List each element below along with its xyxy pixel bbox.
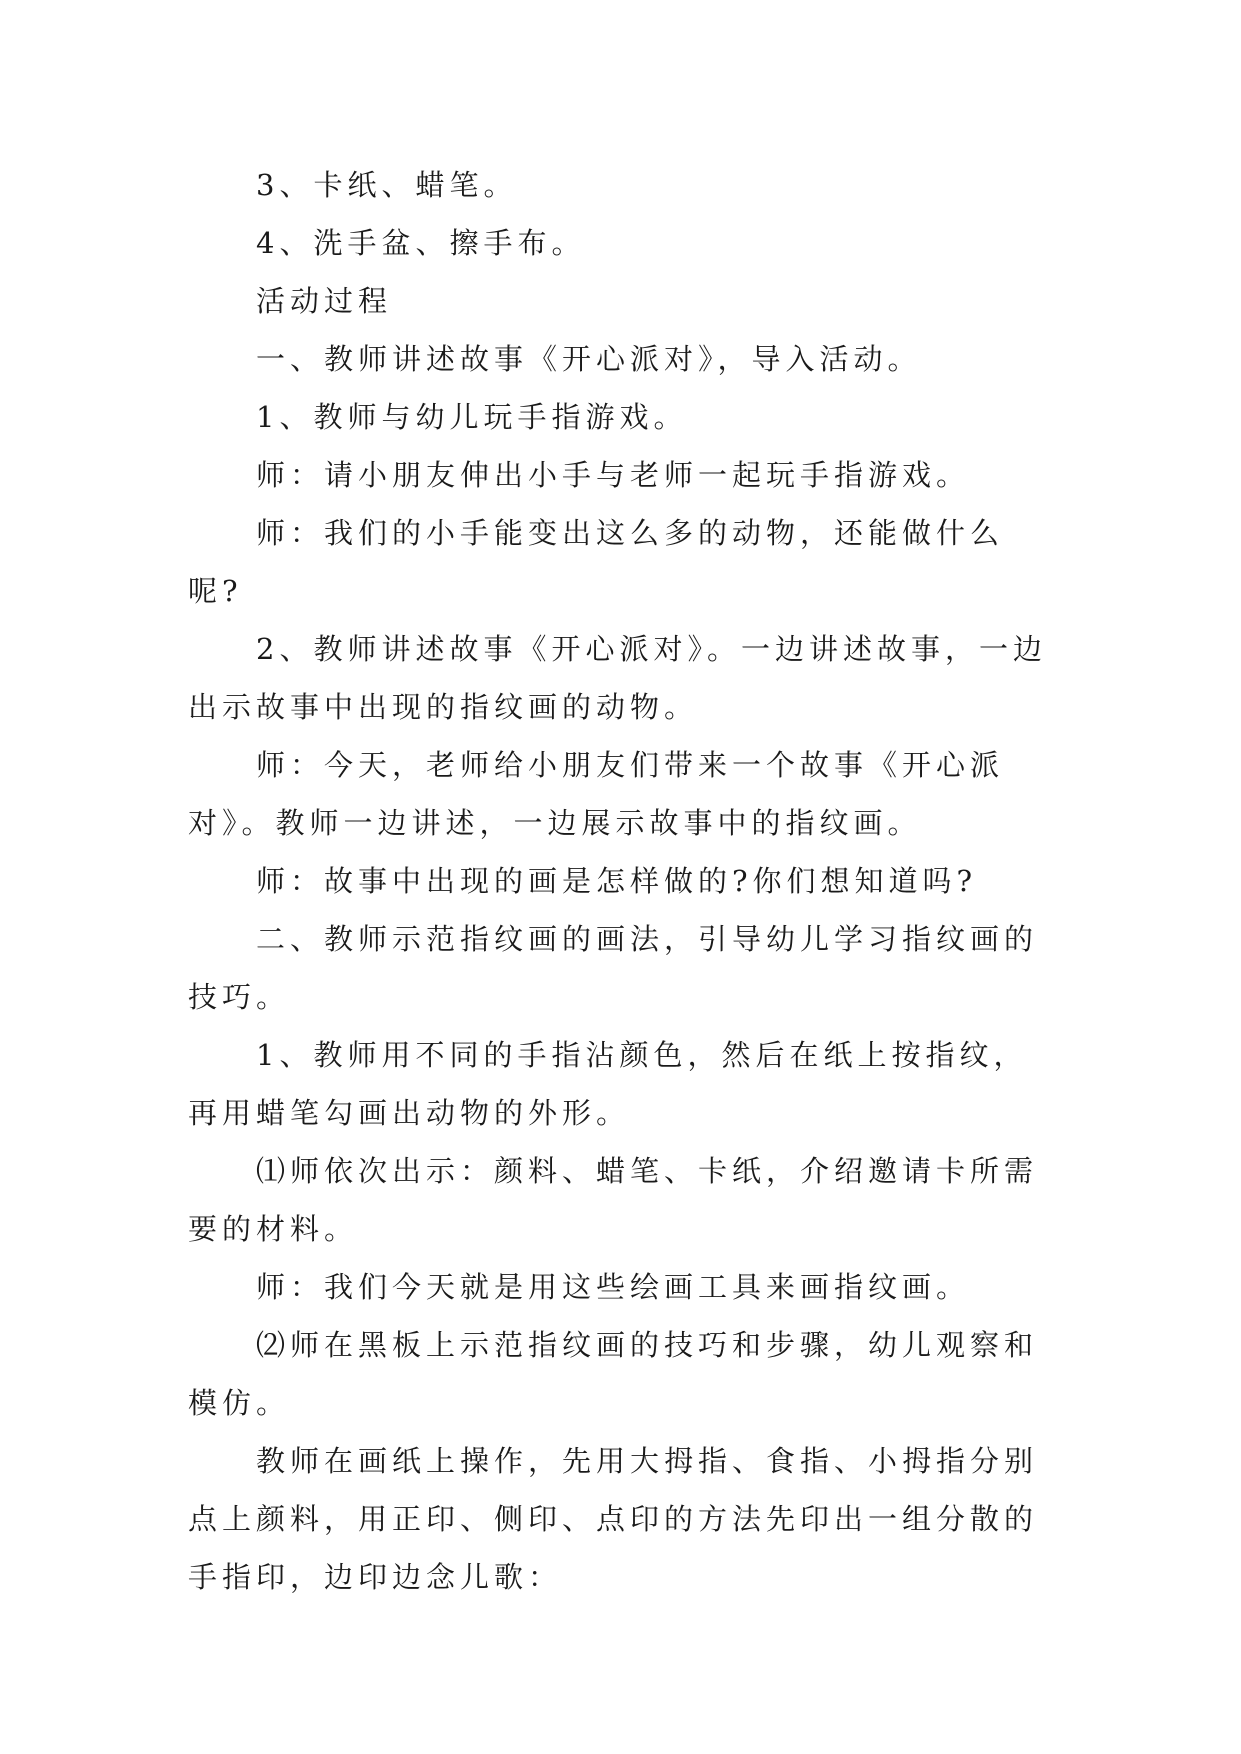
paragraph-materials-intro: ⑴师依次出示：颜料、蜡笔、卡纸，介绍邀请卡所需要的材料。 — [188, 1154, 1039, 1246]
document-body — [188, 156, 1054, 1606]
paragraph-teacher-dialogue-2: 师：我们的小手能变出这么多的动物，还能做什么呢? — [188, 516, 1005, 608]
paragraph-teacher-dialogue-5: 师：我们今天就是用这些绘画工具来画指纹画。 — [256, 1270, 971, 1304]
paragraph-teacher-dialogue-3: 师：今天，老师给小朋友们带来一个故事《开心派对》。教师一边讲述，一边展示故事中的指纹画。 — [188, 748, 1005, 840]
paragraph-fingerprint-method: 1、教师用不同的手指沾颜色，然后在纸上按指纹，再用蜡笔勾画出动物的外形。 — [188, 1038, 1028, 1130]
paragraph-story-telling: 2、教师讲述故事《开心派对》。一边讲述故事，一边出示故事中出现的指纹画的动物。 — [188, 632, 1047, 724]
paragraph-finger-game: 1、教师与幼儿玩手指游戏。 — [256, 400, 688, 434]
paragraph-operation: 教师在画纸上操作，先用大拇指、食指、小拇指分别点上颜料，用正印、侧印、点印的方法先印出一组分散的手指印，边印边念儿歌： — [188, 1444, 1039, 1594]
paragraph-teacher-dialogue-4: 师：故事中出现的画是怎样做的?你们想知道吗? — [256, 864, 978, 898]
paragraph-teacher-dialogue-1: 师：请小朋友伸出小手与老师一起玩手指游戏。 — [256, 458, 971, 492]
paragraph-demonstration: ⑵师在黑板上示范指纹画的技巧和步骤，幼儿观察和模仿。 — [188, 1328, 1039, 1420]
section-heading-activity-process: 活动过程 — [256, 284, 393, 318]
paragraph-materials-3: 3、卡纸、蜡笔。 — [256, 168, 518, 202]
paragraph-step-1-heading: 一、教师讲述故事《开心派对》，导入活动。 — [256, 342, 922, 376]
paragraph-step-2-heading: 二、教师示范指纹画的画法，引导幼儿学习指纹画的技巧。 — [188, 922, 1039, 1014]
paragraph-materials-4: 4、洗手盆、擦手布。 — [256, 226, 586, 260]
